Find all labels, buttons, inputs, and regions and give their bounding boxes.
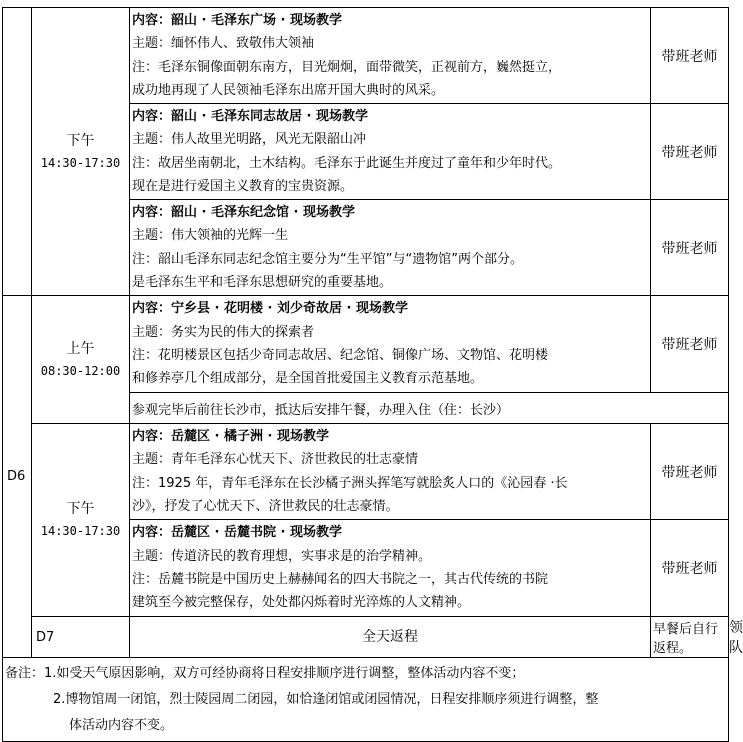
activity-theme: 主题：伟大领袖的光辉一生 bbox=[132, 228, 289, 244]
remark-line-1: 备注：1.如受天气原因影响，双方可经协商将日程安排顺序进行调整，整体活动内容不变； bbox=[5, 665, 525, 681]
activity-title: 内容：岳麓区 · 岳麓书院 · 现场教学 bbox=[132, 525, 342, 541]
day-cell: D7 bbox=[32, 617, 130, 658]
activity-note-cont: 成功地再现了人民领袖毛泽东出席开国大典时的风采。 bbox=[132, 82, 445, 98]
activity-note: 注：岳麓书院是中国历史上赫赫闻名的四大书院之一，其古代传统的书院 bbox=[132, 572, 549, 587]
day-cell-empty bbox=[3, 8, 32, 296]
time-cell bbox=[32, 8, 130, 296]
lead-cell: 带班老师 bbox=[651, 104, 729, 200]
activity-cell: 早餐后自行返程。 bbox=[651, 617, 729, 658]
time-range: 14:30-17:30 bbox=[40, 155, 121, 170]
activity-title: 内容：韶山 · 毛泽东同志故居 · 现场教学 bbox=[132, 108, 368, 124]
day-cell: D6 bbox=[3, 296, 32, 658]
activity-cell bbox=[130, 424, 651, 520]
lead-cell: 带班老师 bbox=[651, 200, 729, 296]
itinerary-table bbox=[2, 7, 743, 742]
time-cell bbox=[32, 424, 130, 617]
time-range: 14:30-17:30 bbox=[40, 524, 121, 538]
activity-note: 注：1925 年，青年毛泽东在长沙橘子洲头挥笔写就脍炙人口的《沁园春 ·长 bbox=[132, 475, 568, 491]
activity-cell bbox=[130, 104, 651, 200]
table-row bbox=[3, 8, 729, 104]
table-row bbox=[3, 296, 729, 393]
lead-cell: 带班老师 bbox=[651, 296, 729, 393]
period-label: 下午 bbox=[66, 132, 95, 149]
period-label: 下午 bbox=[66, 501, 95, 517]
activity-cell bbox=[130, 200, 651, 296]
lead-cell: 带班老师 bbox=[651, 424, 729, 520]
remarks-cell bbox=[3, 658, 729, 742]
remark-line-3: 体活动内容不变。 bbox=[69, 717, 174, 733]
activity-cell bbox=[130, 8, 651, 104]
activity-theme: 主题：务实为民的伟大的探索者 bbox=[132, 324, 315, 340]
activity-note-cont: 现在是进行爱国主义教育的宝贵资源。 bbox=[132, 178, 354, 194]
table-row bbox=[3, 658, 729, 742]
period-label: 上午 bbox=[66, 340, 95, 357]
time-cell bbox=[32, 296, 130, 424]
activity-note-cont: 沙》，抒发了心忧天下、济世救民的壮志豪情。 bbox=[132, 498, 399, 514]
activity-note: 注：花明楼景区包括少奇同志故居、纪念馆、铜像广场、文物馆、花明楼 bbox=[132, 348, 549, 363]
lead-cell: 带班老师 bbox=[651, 8, 729, 104]
lead-cell: 带班老师 bbox=[651, 520, 729, 617]
activity-note: 注：毛泽东铜像面朝东南方，目光炯炯，面带微笑，正视前方，巍然挺立， bbox=[132, 59, 562, 75]
table-row bbox=[3, 424, 729, 520]
activity-title: 内容：韶山 · 毛泽东广场 · 现场教学 bbox=[132, 12, 342, 28]
time-cell bbox=[130, 617, 651, 658]
activity-title: 内容：岳麓区 · 橘子洲 · 现场教学 bbox=[132, 428, 329, 444]
activity-cell bbox=[130, 296, 651, 393]
activity-theme: 主题：缅怀伟人、致敬伟大领袖 bbox=[132, 36, 315, 52]
table-row: D7 全天返程 早餐后自行返程。 领队 bbox=[3, 617, 729, 658]
activity-theme: 主题：传道济民的教育理想，实事求是的治学精神。 bbox=[132, 548, 432, 564]
remark-line-2: 2.博物馆周一闭馆，烈士陵园周二闭园，如恰逢闭馆或闭园情况，日程安排顺序须进行调整，整 bbox=[53, 691, 599, 707]
activity-cell bbox=[130, 520, 651, 617]
activity-note: 注：韶山毛泽东同志纪念馆主要分为“生平馆”与“遗物馆”两个部分。 bbox=[132, 251, 523, 267]
activity-theme: 主题：青年毛泽东心忧天下、济世救民的壮志豪情 bbox=[132, 452, 419, 468]
activity-note: 注：故居坐南朝北，土木结构。毛泽东于此诞生并度过了童年和少年时代。 bbox=[132, 155, 562, 171]
activity-note-cont: 建筑至今被完整保存，处处都闪烁着时光淬炼的人文精神。 bbox=[132, 595, 471, 611]
activity-title: 内容：韶山 · 毛泽东纪念馆 · 现场教学 bbox=[132, 204, 355, 220]
activity-theme: 主题：伟人故里光明路，风光无限韶山冲 bbox=[132, 132, 367, 148]
activity-title: 内容：宁乡县 · 花明楼 · 刘少奇故居 · 现场教学 bbox=[132, 301, 408, 317]
time-range: 08:30-12:00 bbox=[40, 363, 121, 378]
period-label: 全天返程 bbox=[362, 628, 418, 645]
activity-note-cont: 是毛泽东生平和毛泽东思想研究的重要基地。 bbox=[132, 274, 393, 290]
transfer-note: 参观完毕后前往长沙市，抵达后安排午餐，办理入住（住：长沙） bbox=[130, 393, 729, 424]
activity-note-cont: 和修养亭几个组成部分，是全国首批爱国主义教育示范基地。 bbox=[132, 371, 484, 387]
